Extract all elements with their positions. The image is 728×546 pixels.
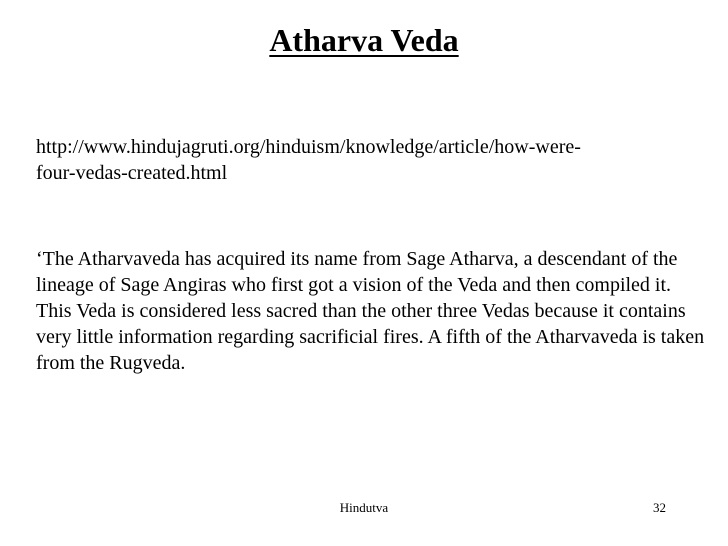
- source-url[interactable]: [36, 134, 706, 186]
- page-number: 32: [653, 500, 666, 515]
- slide-title: Atharva Veda: [269, 22, 459, 58]
- footer-text: Hindutva: [339, 500, 389, 515]
- quote-paragraph: ‘The Atharvaveda has acquired its name from Sage Atharva, a descendant of the lineage of Sage Angiras who first got a vision of the Veda and then compiled it. This Veda is considered less sacred than the other three Vedas because it contains very little information regarding sacrificial fires. A fifth of the Atharvaveda is taken from the Rugveda.: [36, 248, 705, 374]
- source-url-line-2: four-vedas-created.html: [36, 162, 228, 184]
- source-url-line-1: http://www.hindujagruti.org/hinduism/knowledge/article/how-were-: [36, 136, 581, 158]
